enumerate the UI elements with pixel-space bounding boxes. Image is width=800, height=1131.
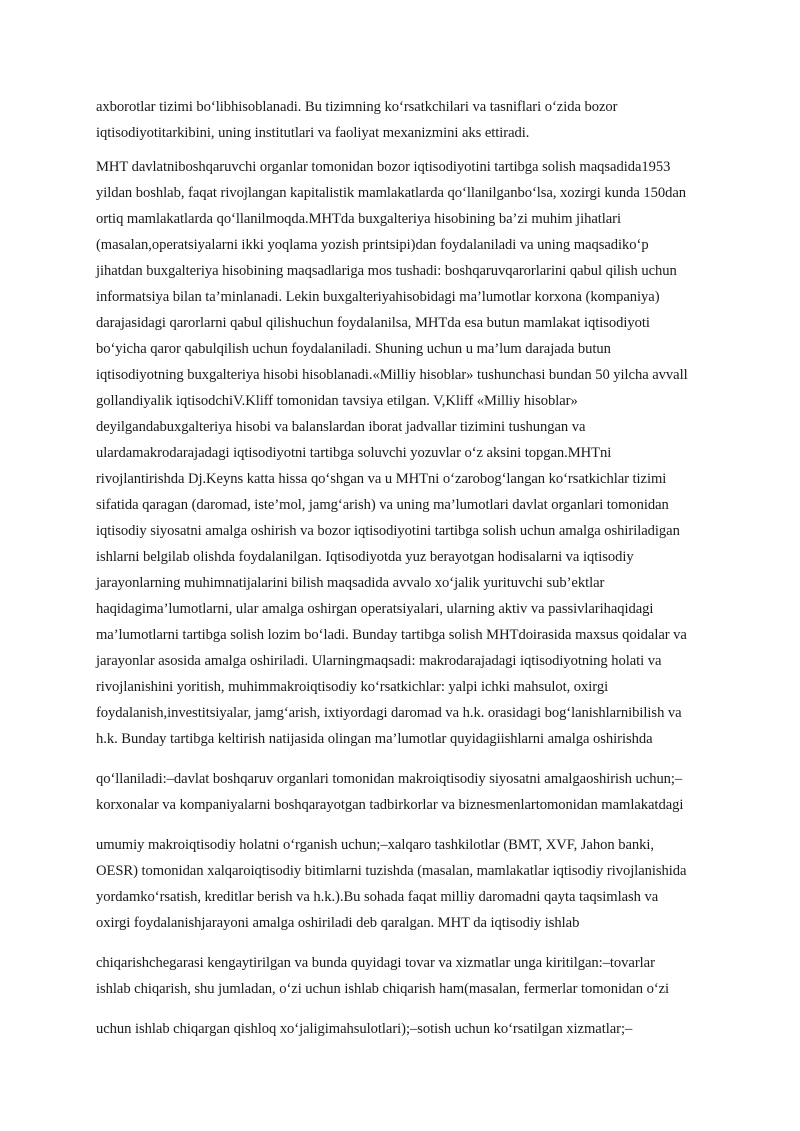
text-line: jarayonlarning muhimnatijalarini bilish maqsadida avvalo xo‘jalik yurituvchi sub’ektlar: [96, 575, 605, 591]
text-line: MHT davlatniboshqaruvchi organlar tomonidan bozor iqtisodiyotini tartibga solish maqsadida1953: [96, 159, 671, 175]
text-line: oxirgi foydalanishjarayoni amalga oshiriladi deb qaralgan. MHT da iqtisodiy ishlab: [96, 915, 580, 931]
text-line: iqtisodiy siyosatni amalga oshirish va bozor iqtisodiyotini tartibga solish uchun amalga oshiriladigan: [96, 523, 680, 539]
text-line: ishlab chiqarish, shu jumladan, o‘zi uchun ishlab chiqarish ham(masalan, fermerlar tomonidan o‘zi: [96, 981, 670, 997]
text-line: deyilgandabuxgalteriya hisobi va balanslardan iborat jadvallar tizimini tushungan va: [96, 419, 586, 435]
text-line: jarayonlar asosida amalga oshiriladi. Ularningmaqsadi: makrodarajadagi iqtisodiyotning holati va: [96, 653, 662, 669]
text-line: yordamko‘rsatish, kreditlar berish va h.k.).Bu sohada faqat milliy daromadni qayta taqsimlash va: [96, 889, 659, 905]
text-line: yildan boshlab, faqat rivojlangan kapitalistik mamlakatlarda qo‘llanilganbo‘lsa, xozirgi kunda 150dan: [96, 185, 687, 201]
text-line: ishlarni belgilab olishda foydalanilgan. Iqtisodiyotda yuz berayotgan hodisalarni va iqtisodiy: [96, 549, 634, 565]
text-line: gollandiyalik iqtisodchiV.Kliff tomonidan tavsiya etilgan. V,Kliff «Milliy hisoblar»: [96, 393, 578, 409]
text-line: sifatida qaragan (daromad, iste’mol, jamg‘arish) va uning ma’lumotlari davlat organlari tomonidan: [96, 497, 669, 513]
text-line: darajasidagi qarorlarni qabul qilishuchun foydalanilsa, MHTda esa butun mamlakat iqtisodiyoti: [96, 315, 650, 331]
text-line: informatsiya bilan ta’minlanadi. Lekin buxgalteriyahisobidagi ma’lumotlar korxona (kompaniya): [96, 289, 660, 305]
text-line: OESR) tomonidan xalqaroiqtisodiy bitimlarni tuzishda (masalan, mamlakatlar iqtisodiy rivojlanishida: [96, 863, 687, 879]
text-line: iqtisodiyotitarkibini, uning institutlari va faoliyat mexanizmini aks ettiradi.: [96, 125, 530, 141]
text-line: jihatdan buxgalteriya hisobining maqsadlariga mos tushadi: boshqaruvqarorlarini qabul qilish uchun: [96, 263, 677, 279]
text-line: bo‘yicha qaror qabulqilish uchun foydalaniladi. Shuning uchun u ma’lum darajada butun: [96, 341, 611, 357]
document-page: [96, 94, 708, 1042]
text-line: iqtisodiyotning buxgalteriya hisobi hisoblanadi.«Milliy hisoblar» tushunchasi bundan 50 yilcha avvall: [96, 367, 688, 383]
text-line: rivojlantirishda Dj.Keyns katta hissa qo‘shgan va u MHTni o‘zarobog‘langan ko‘rsatkichlar tizimi: [96, 471, 667, 487]
text-line: rivojlanishini yoritish, muhimmakroiqtisodiy ko‘rsatkichlar: yalpi ichki mahsulot, oxirgi: [96, 679, 609, 695]
text-line: ortiq mamlakatlarda qo‘llanilmoqda.MHTda buxgalteriya hisobining ba’zi muhim jihatlari: [96, 211, 621, 227]
text-line: haqidagima’lumotlarni, ular amalga oshirgan operatsiyalari, ularning aktiv va passivlarihaqidagi: [96, 601, 654, 617]
text-line: qo‘llaniladi:‒davlat boshqaruv organlari tomonidan makroiqtisodiy siyosatni amalgaoshirish uchun;‒: [96, 771, 683, 787]
text-line: ma’lumotlarni tartibga solish lozim bo‘ladi. Bunday tartibga solish MHTdoirasida maxsus qoidalar va: [96, 627, 687, 643]
text-line: chiqarishchegarasi kengaytirilgan va bunda quyidagi tovar va xizmatlar unga kiritilgan:‒tovarlar: [96, 955, 655, 971]
text-line: korxonalar va kompaniyalarni boshqarayotgan tadbirkorlar va biznesmenlartomonidan mamlakatdagi: [96, 797, 684, 813]
text-line: h.k. Bunday tartibga keltirish natijasida olingan ma’lumotlar quyidagiishlarni amalga oshirishda: [96, 731, 653, 747]
text-line: (masalan,operatsiyalarni ikki yoqlama yozish printsipi)dan foydalaniladi va uning maqsadiko‘p: [96, 237, 649, 253]
text-line: umumiy makroiqtisodiy holatni o‘rganish uchun;‒xalqaro tashkilotlar (BMT, XVF, Jahon banki,: [96, 837, 654, 853]
text-line: axborotlar tizimi bo‘libhisoblanadi. Bu tizimning ko‘rsatkchilari va tasniflari o‘zida bozor: [96, 99, 618, 115]
text-line: ulardamakrodarajadagi iqtisodiyotni tartibga soluvchi yozuvlar o‘z aksini topgan.MHTni: [96, 445, 612, 461]
text-line: uchun ishlab chiqargan qishloq xo‘jaligimahsulotlari);‒sotish uchun ko‘rsatilgan xizmatlar;‒: [96, 1021, 633, 1037]
text-line: foydalanish,investitsiyalar, jamg‘arish, ixtiyordagi daromad va h.k. orasidagi bog‘lanishlarnibilish va: [96, 705, 682, 721]
